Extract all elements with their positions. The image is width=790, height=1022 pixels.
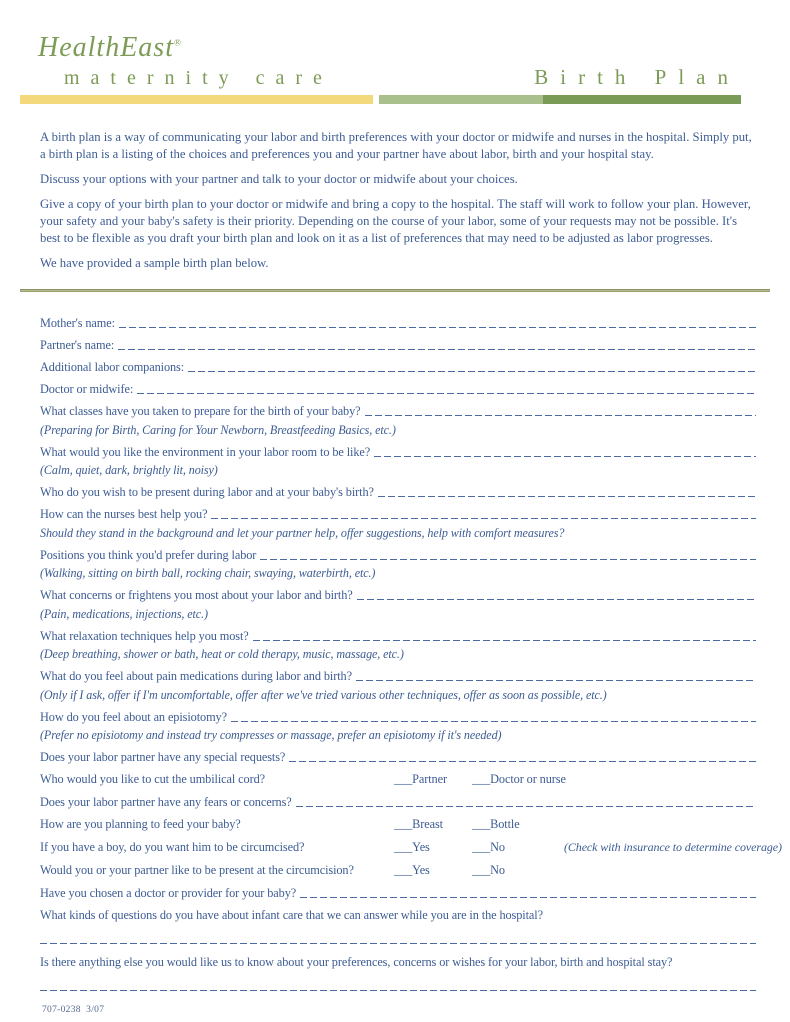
answer-line[interactable]	[356, 680, 756, 681]
option-partner[interactable]: ___Partner	[394, 772, 447, 786]
question-label: Have you chosen a doctor or provider for your baby?	[40, 886, 297, 900]
form-row-present-at-circumcision	[40, 863, 756, 878]
answer-line[interactable]	[378, 496, 756, 497]
intro-paragraph: A birth plan is a way of communicating your labor and birth preferences with your doctor or midwife and nurses in the hospital. Simply put, a birth plan is a listing of the choices and preferences you and your partner have about labor, birth and your hospital stay.	[40, 130, 752, 161]
bar-segment-light-green	[379, 95, 543, 104]
form-row-labor-room-environment	[40, 445, 756, 478]
form-row-umbilical-cord	[40, 772, 756, 787]
question-hint: (Deep breathing, shower or bath, heat or cold therapy, music, massage, etc.)	[40, 647, 404, 661]
question-label: What would you like the environment in your labor room to be like?	[40, 444, 371, 459]
question-label: What do you feel about pain medications during labor and birth?	[40, 669, 352, 683]
form-row-pain-medications	[40, 669, 756, 702]
question-hint: (Prefer no episiotomy and instead try compresses or massage, prefer an episiotomy if it's needed)	[40, 728, 502, 742]
question-label: How can the nurses best help you?	[40, 507, 208, 521]
question-label: Positions you think you'd prefer during labor	[40, 547, 257, 562]
question-hint: (Walking, sitting on birth ball, rocking chair, swaying, waterbirth, etc.)	[40, 566, 376, 580]
question-label: Additional labor companions:	[40, 360, 185, 374]
page-title: Birth Plan	[534, 65, 740, 89]
question-label: Who would you like to cut the umbilical cord?	[40, 772, 265, 786]
form-row-relaxation-techniques	[40, 629, 756, 662]
answer-line[interactable]	[119, 327, 756, 328]
answer-line[interactable]	[296, 806, 756, 807]
answer-line[interactable]	[260, 559, 756, 560]
answer-line-full[interactable]	[40, 943, 756, 944]
answer-line-full[interactable]	[40, 990, 756, 991]
brand-tagline: maternity care	[64, 67, 333, 89]
birth-plan-form	[40, 316, 782, 991]
answer-line[interactable]	[231, 721, 756, 722]
form-row-partners-name	[40, 338, 756, 353]
bar-segment-dark-green	[543, 95, 741, 104]
question-label: Is there anything else you would like us to know about your preferences, concerns or wishes for your labor, birth and hospital stay?	[40, 955, 673, 969]
answer-line[interactable]	[137, 393, 756, 394]
answer-line[interactable]	[253, 640, 756, 641]
insurance-note: (Check with insurance to determine coverage)	[564, 840, 782, 854]
question-label: What relaxation techniques help you most?	[40, 628, 249, 643]
option-no[interactable]: ___No	[472, 840, 505, 854]
option-doctor-or-nurse[interactable]: ___Doctor or nurse	[472, 772, 566, 786]
form-row-infant-care-questions	[40, 908, 756, 923]
form-row-circumcision	[40, 840, 782, 855]
question-label: Who do you wish to be present during labor and at your baby's birth?	[40, 485, 374, 499]
option-breast[interactable]: ___Breast	[394, 817, 443, 831]
question-label: Does your labor partner have any fears or concerns?	[40, 795, 292, 809]
form-row-partner-fears	[40, 795, 756, 810]
answer-line[interactable]	[374, 456, 756, 457]
question-hint: (Pain, medications, injections, etc.)	[40, 606, 208, 621]
intro-paragraph: We have provided a sample birth plan below.	[40, 256, 269, 270]
intro-paragraph: Discuss your options with your partner and talk to your doctor or midwife about your choices.	[40, 172, 518, 186]
option-no[interactable]: ___No	[472, 863, 505, 877]
answer-line[interactable]	[211, 518, 756, 519]
answer-line[interactable]	[118, 349, 756, 350]
bar-segment-yellow	[20, 95, 373, 104]
question-label: Mother's name:	[40, 316, 115, 330]
question-label: How do you feel about an episiotomy?	[40, 709, 227, 724]
question-hint: Should they stand in the background and let your partner help, offer suggestions, help with comfort measures?	[40, 525, 565, 540]
form-row-present-at-birth	[40, 485, 756, 500]
brand-name-text: HealthEast	[38, 32, 174, 63]
form-row-classes-taken	[40, 404, 756, 437]
intro-section	[40, 129, 756, 272]
question-label: If you have a boy, do you want him to be circumcised?	[40, 840, 305, 854]
question-label: What kinds of questions do you have about infant care that we can answer while you are in the hospital?	[40, 908, 543, 922]
form-row-mothers-name	[40, 316, 756, 331]
form-row-doctor-or-midwife	[40, 382, 756, 397]
form-row-baby-doctor-provider	[40, 886, 756, 901]
question-label: What concerns or frightens you most about your labor and birth?	[40, 588, 353, 602]
question-label: Doctor or midwife:	[40, 382, 134, 396]
form-row-nurses-help	[40, 507, 756, 540]
brand-name	[38, 34, 333, 62]
header	[0, 0, 790, 88]
option-yes[interactable]: ___Yes	[394, 863, 430, 877]
form-row-labor-companions	[40, 360, 756, 375]
question-hint: (Only if I ask, offer if I'm uncomfortable, offer after we've tried various other techniques, offer as soon as possible, etc.)	[40, 687, 607, 702]
form-number: 707-0238 3/07	[42, 1005, 105, 1015]
question-hint: (Preparing for Birth, Caring for Your Newborn, Breastfeeding Basics, etc.)	[40, 422, 396, 437]
registered-mark: ®	[174, 37, 182, 48]
option-yes[interactable]: ___Yes	[394, 840, 430, 854]
answer-line[interactable]	[300, 897, 756, 898]
header-color-bar	[20, 95, 741, 104]
question-label: Would you or your partner like to be present at the circumcision?	[40, 863, 354, 877]
form-row-concerns	[40, 588, 756, 621]
form-row-labor-positions	[40, 548, 756, 581]
form-row-partner-special-requests	[40, 750, 756, 765]
intro-paragraph: Give a copy of your birth plan to your doctor or midwife and bring a copy to the hospital. The staff will work to follow your plan. However, your safety and your baby's safety is their priority. Depending on the course of your labor, some of your requests may not be possible. It's best to be flexible as you draft your birth plan and look on it as a list of preferences that may need to be adjusted as labor progresses.	[40, 197, 751, 245]
answer-line[interactable]	[357, 599, 756, 600]
question-label: How are you planning to feed your baby?	[40, 817, 241, 831]
form-row-feeding-plan	[40, 817, 756, 832]
question-label: Partner's name:	[40, 338, 115, 352]
question-label: What classes have you taken to prepare for the birth of your baby?	[40, 404, 361, 418]
answer-line[interactable]	[188, 371, 756, 372]
option-bottle[interactable]: ___Bottle	[472, 817, 520, 831]
question-label: Does your labor partner have any special requests?	[40, 750, 286, 764]
question-hint: (Calm, quiet, dark, brightly lit, noisy)	[40, 463, 218, 477]
brand-logo	[38, 34, 333, 88]
form-row-anything-else	[40, 955, 756, 970]
form-row-episiotomy	[40, 710, 756, 743]
section-divider-rule	[20, 289, 770, 292]
answer-line[interactable]	[289, 761, 756, 762]
answer-line[interactable]	[365, 415, 756, 416]
